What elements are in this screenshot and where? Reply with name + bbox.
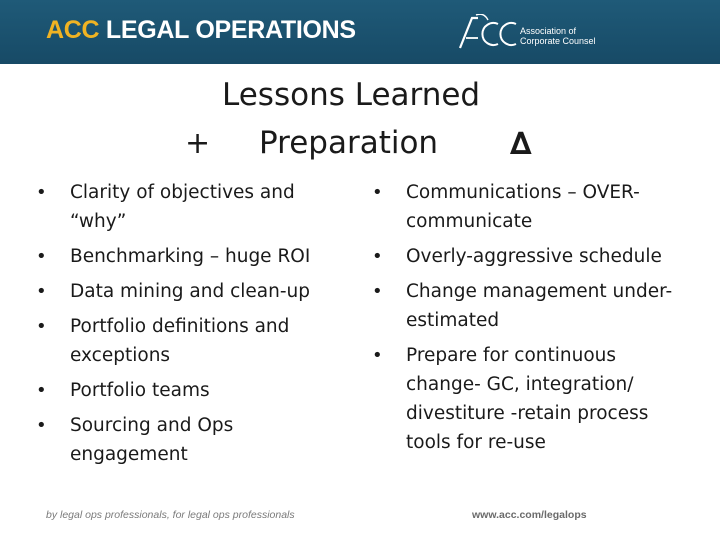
delta-symbol: ∆ [510, 126, 532, 162]
plus-symbol: + [185, 126, 211, 161]
list-item: • Sourcing and Ops engagement [36, 411, 336, 469]
brand-legal-operations: LEGAL OPERATIONS [99, 16, 356, 44]
slide-title-line-1: Lessons Learned [222, 77, 481, 113]
assoc-line-1: Association of [520, 26, 577, 36]
list-item: • Overly-aggressive schedule [372, 242, 692, 271]
slide-title-line-2: Preparation [259, 125, 439, 161]
footer-tagline: by legal ops professionals, for legal ops professionals [46, 509, 295, 521]
list-item: • Portfolio teams [36, 376, 336, 405]
assoc-line-2: Corporate Counsel [520, 36, 596, 46]
assoc-name [520, 26, 596, 46]
list-item: • Prepare for continuous change- GC, integration/ divestiture -retain process tools for re-use [372, 341, 692, 457]
list-item: • Change management under-estimated [372, 277, 692, 335]
list-item: • Clarity of objectives and “why” [36, 178, 336, 236]
list-item: • Communications – OVER-communicate [372, 178, 692, 236]
list-item: • Data mining and clean-up [36, 277, 336, 306]
brand-acc: ACC [46, 16, 100, 44]
acc-logo-mark-icon [458, 14, 520, 50]
list-item: • Benchmarking – huge ROI [36, 242, 336, 271]
header-banner [0, 0, 720, 64]
list-item: • Portfolio definitions and exceptions [36, 312, 336, 370]
delta-column-list [372, 178, 692, 463]
acc-association-logo [458, 14, 608, 54]
plus-column-list [36, 178, 336, 475]
footer-url-link[interactable]: www.acc.com/legalops [472, 509, 587, 521]
brand-logo-text [46, 16, 356, 45]
